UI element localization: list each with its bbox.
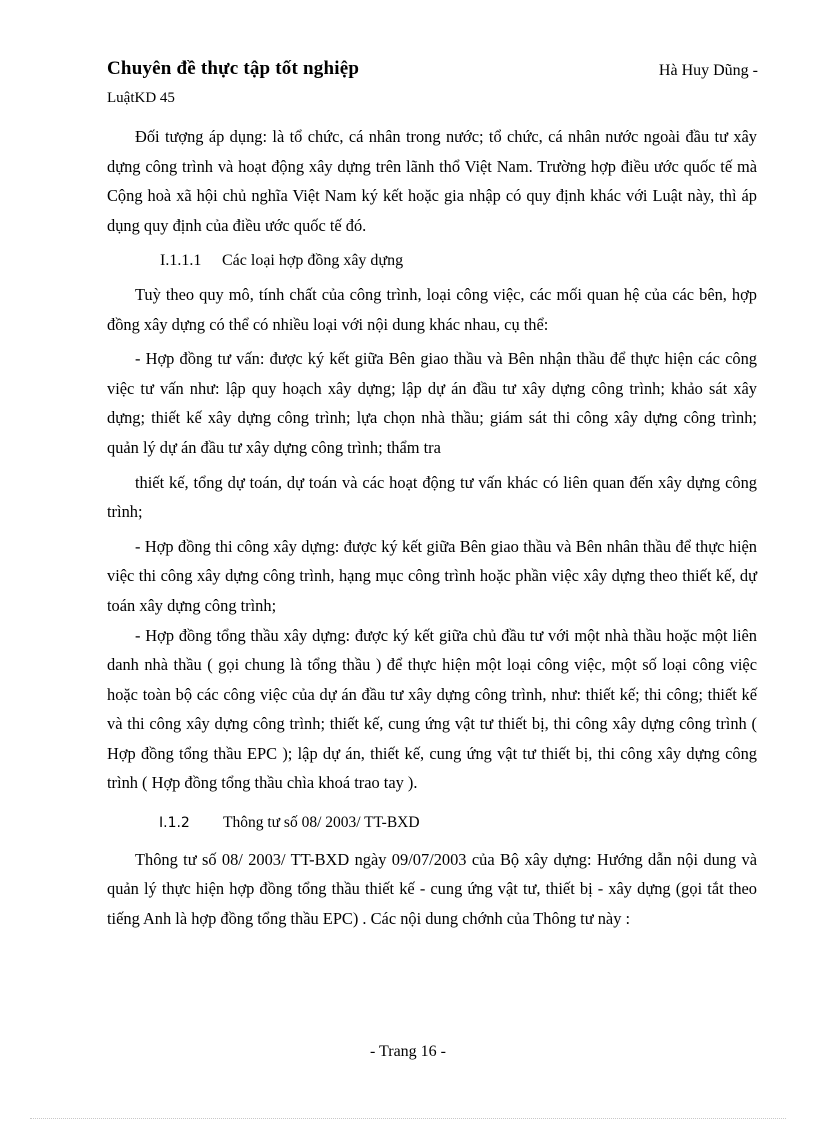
subsection-heading: [107, 808, 757, 839]
paragraph-general-contract: - Hợp đồng tổng thầu xây dựng: được ký kết giữa chủ đầu tư với một nhà thầu hoặc một liên danh nhà thầu ( gọi chung là tổng thầu ) để thực hiện một loại công việc, một số loại công việc hoặc toàn bộ các công việc của dự án đầu tư xây dựng công trình, như: thiết kế; thi công; thiết kế và thi công xây dựng công trình; thiết kế, cung ứng vật tư thiết bị, thi công xây dựng công trình ( Hợp đồng tổng thầu EPC ); lập dự án, thiết kế, cung ứng vật tư thiết bị, thi công xây dựng công trình ( Hợp đồng tổng thầu chìa khoá trao tay ).: [107, 625, 757, 793]
paragraph-construction-contract: - Hợp đồng thi công xây dựng: được ký kết giữa Bên giao thầu và Bên nhân thầu để thực hiện việc thi công xây dựng công trình, hạng mục công trình hoặc phần việc xây dựng theo thiết kế, dự toán xây dựng công trình;: [107, 536, 757, 615]
document-body: [107, 122, 757, 933]
page-divider: [30, 1118, 786, 1119]
page-number: - Trang 16 -: [369, 1043, 446, 1060]
paragraph-consulting-contract-cont: thiết kế, tổng dự toán, dự toán và các hoạt động tư vấn khác có liên quan đến xây dựng công trình;: [107, 472, 757, 522]
subsection-number: I.1.2: [159, 815, 190, 832]
subsection-title: Thông tư số 08/ 2003/ TT-BXD: [223, 814, 420, 832]
paragraph-intro: Tuỳ theo quy mô, tính chất của công trình, loại công việc, các mối quan hệ của các bên, hợp đồng xây dựng có thể có nhiều loại với nội dung khác nhau, cụ thể:: [107, 284, 757, 334]
section-title: Các loại hợp đồng xây dựng: [222, 252, 404, 270]
header-title: Chuyên đề thực tập tốt nghiệp: [107, 58, 360, 79]
paragraph-scope: Đối tượng áp dụng: là tổ chức, cá nhân trong nước; tổ chức, cá nhân nước ngoài đầu tư xây dựng công trình và hoạt động xây dựng trên lãnh thổ Việt Nam. Trường hợp điều ước quốc tế mà Cộng hoà xã hội chủ nghĩa Việt Nam ký kết hoặc gia nhập có quy định khác với Luật này, thì áp dụng quy định của điều ước quốc tế đó.: [107, 127, 757, 235]
paragraph-consulting-contract: - Hợp đồng tư vấn: được ký kết giữa Bên giao thầu và Bên nhận thầu để thực hiện các công việc tư vấn như: lập quy hoạch xây dựng; lập dự án đầu tư xây dựng công trình; khảo sát xây dựng; thiết kế xây dựng công trình; lựa chọn nhà thầu; giám sát thi công xây dựng công trình; quản lý dự án đầu tư xây dựng công trình; thẩm tra: [107, 349, 757, 457]
paragraph-circular: Thông tư số 08/ 2003/ TT-BXD ngày 09/07/2003 của Bộ xây dựng: Hướng dẫn nội dung và quản lý thực hiện hợp đồng tổng thầu thiết kế - cung ứng vật tư, thiết bị - xây dựng (gọi tắt theo tiếng Anh là hợp đồng tổng thầu EPC) . Các nội dung chớnh của Thông tư này :: [107, 849, 757, 928]
header-subtitle: LuậtKD 45: [107, 90, 175, 106]
section-heading: [107, 246, 757, 276]
header-author: Hà Huy Dũng -: [658, 62, 758, 79]
section-number: I.1.1.1: [160, 252, 202, 270]
